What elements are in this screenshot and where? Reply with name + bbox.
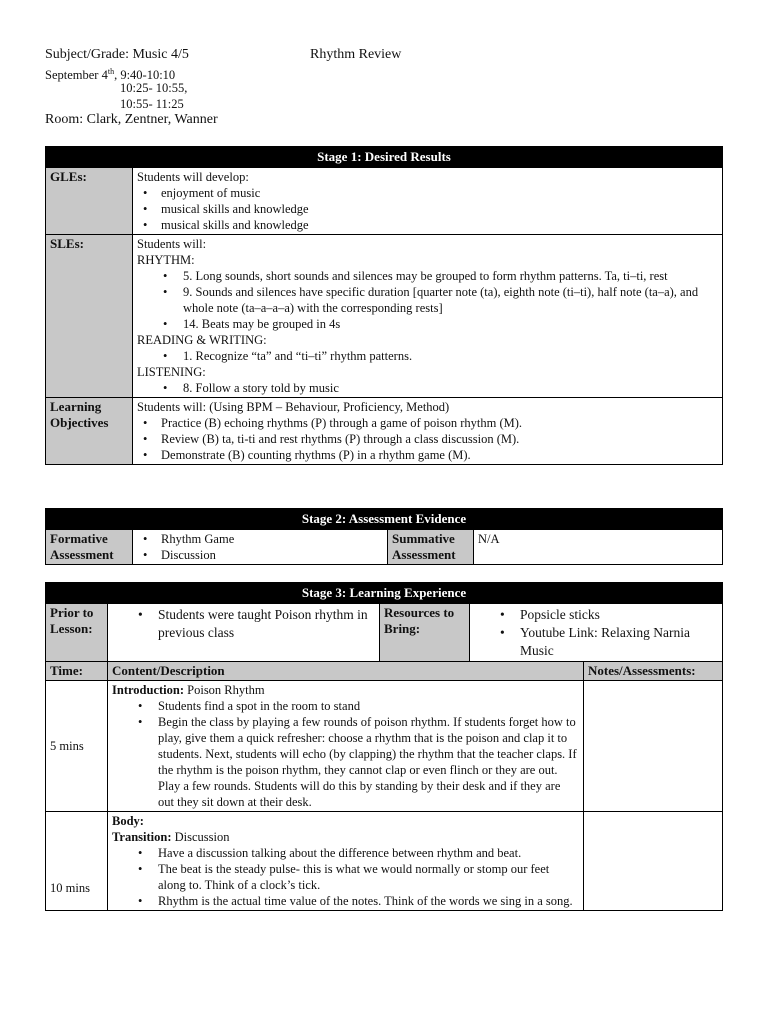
formative-item: • Rhythm Game [161, 531, 383, 547]
prior-item: • Students were taught Poison rhythm in previous class [158, 606, 375, 642]
gle-item: • musical skills and knowledge [161, 201, 718, 217]
stage1-table [45, 146, 723, 465]
lo-item: • Practice (B) echoing rhythms (P) through a game of poison rhythm (M). [161, 415, 718, 431]
row1-heading: Introduction: Poison Rhythm [112, 683, 265, 697]
room: Room: Clark, Zentner, Wanner [45, 112, 218, 127]
row2-item: • Have a discussion talking about the difference between rhythm and beat. [158, 845, 579, 861]
stage2-title: Stage 2: Assessment Evidence [46, 509, 723, 530]
rhythm-heading: RHYTHM: [137, 253, 195, 267]
row1-item: • Students find a spot in the room to stand [158, 698, 579, 714]
formative-label: Formative Assessment [46, 530, 133, 565]
subject-grade: Subject/Grade: Music 4/5 [45, 47, 189, 62]
row1-item: • Begin the class by playing a few rounds of poison rhythm. If students forget how to play, give them a quick refresher: choose a rhythm that is the poison and clap it to students. Next, students will echo (by clapping) the rhythm that the teacher claps. If the rhythm is the poison rhythm, they cannot clap or even flinch or they are out. Play a few rounds. Students will do this by standing by their desk and if they are out they sit down at their desk. [158, 714, 579, 810]
rhythm-item: • 5. Long sounds, short sounds and silences may be grouped to form rhythm patterns. Ta, ti–ti, rest [183, 268, 718, 284]
rhythm-item: • 9. Sounds and silences have specific duration [quarter note (ta), eighth note (ti–ti), half note (ta–a), and whole note (ta–a–a–a) with the corresponding rests] [183, 284, 718, 316]
row2-time: 10 mins [46, 812, 108, 911]
lesson-title: Rhythm Review [310, 47, 402, 62]
resource-item: • Popsicle sticks [520, 606, 718, 624]
row2-body-label: Body: [112, 814, 144, 828]
stage3-table [45, 582, 723, 911]
sles-label: SLEs: [46, 235, 133, 398]
gle-item: • enjoyment of music [161, 185, 718, 201]
stage2-table [45, 508, 723, 565]
row2-item: • Rhythm is the actual time value of the notes. Think of the words we sing in a song. [158, 893, 579, 909]
listening-heading: LISTENING: [137, 365, 206, 379]
sles-intro: Students will: [137, 237, 207, 251]
stage3-title: Stage 3: Learning Experience [46, 583, 723, 604]
lesson-time-2: 10:25- 10:55, [120, 81, 188, 95]
learning-objectives-content [133, 398, 723, 465]
lo-intro: Students will: (Using BPM – Behaviour, Proficiency, Method) [137, 400, 450, 414]
summative-value: N/A [474, 530, 723, 565]
notes-column-header: Notes/Assessments: [584, 662, 723, 681]
resources-content [470, 604, 723, 662]
row2-transition: Transition: Discussion [112, 830, 230, 844]
formative-content [133, 530, 388, 565]
row2-notes [584, 812, 723, 911]
gles-label: GLEs: [46, 168, 133, 235]
resource-item: • Youtube Link: Relaxing Narnia Music [520, 624, 718, 660]
row1-content [108, 681, 584, 812]
gle-item: • musical skills and knowledge [161, 217, 718, 233]
row1-time: 5 mins [46, 681, 108, 812]
formative-item: • Discussion [161, 547, 383, 563]
row1-notes [584, 681, 723, 812]
listening-item: • 8. Follow a story told by music [183, 380, 718, 396]
row2-item: • The beat is the steady pulse- this is what we would normally or stomp our feet along to. Think of a clock’s tick. [158, 861, 579, 893]
stage1-title: Stage 1: Desired Results [46, 147, 723, 168]
rhythm-item: • 14. Beats may be grouped in 4s [183, 316, 718, 332]
lesson-time-3: 10:55- 11:25 [120, 97, 184, 111]
gles-content [133, 168, 723, 235]
lo-item: • Review (B) ta, ti-ti and rest rhythms (P) through a class discussion (M). [161, 431, 718, 447]
lesson-date: September 4th, 9:40-10:10 [45, 67, 176, 83]
learning-objectives-label: Learning Objectives [46, 398, 133, 465]
content-column-header: Content/Description [108, 662, 584, 681]
row2-content [108, 812, 584, 911]
resources-label: Resources to Bring: [380, 604, 470, 662]
time-column-header: Time: [46, 662, 108, 681]
reading-item: • 1. Recognize “ta” and “ti–ti” rhythm patterns. [183, 348, 718, 364]
prior-content [108, 604, 380, 662]
reading-heading: READING & WRITING: [137, 333, 267, 347]
gles-intro: Students will develop: [137, 170, 249, 184]
sles-content [133, 235, 723, 398]
summative-label: Summative Assessment [388, 530, 474, 565]
prior-label: Prior to Lesson: [46, 604, 108, 662]
lo-item: • Demonstrate (B) counting rhythms (P) in a rhythm game (M). [161, 447, 718, 463]
